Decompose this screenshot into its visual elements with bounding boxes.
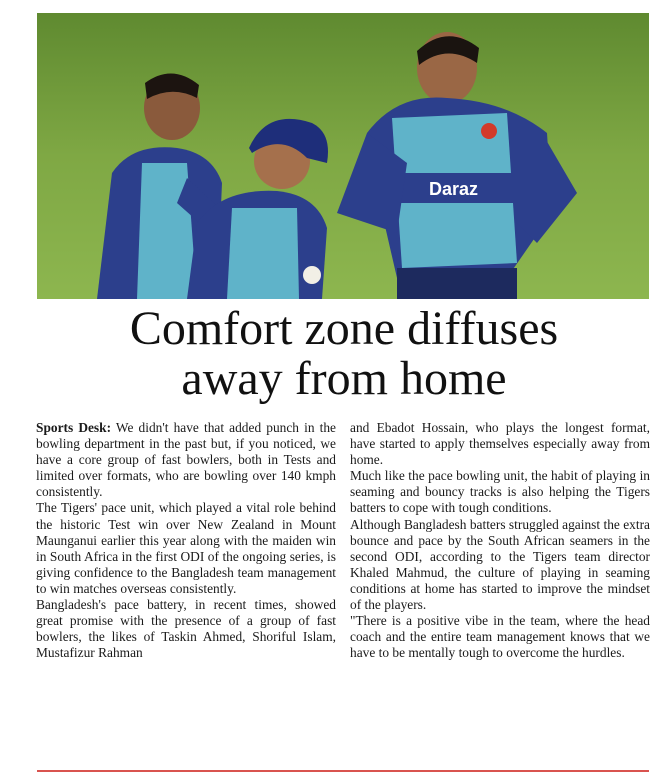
cricket-ball bbox=[303, 266, 321, 284]
paragraph: Much like the pace bowling unit, the habit of playing in seaming and bouncy tracks is also helping the Tigers batters to cope with tough conditions. bbox=[350, 468, 650, 516]
paragraph: Although Bangladesh batters struggled against the extra bounce and pace by the South African seamers in the second ODI, according to the Tigers team director Khaled Mahmud, the culture of playing in seaming conditions at home has started to improve the mindset of the players. bbox=[350, 516, 650, 613]
paragraph: Bangladesh's pace battery, in recent times, showed great promise with the presence of a group of fast bowlers, the likes of Taskin Ahmed, Shoriful Islam, Mustafizur Rahman bbox=[36, 597, 336, 661]
paragraph bbox=[36, 420, 336, 500]
paragraph: The Tigers' pace unit, which played a vital role behind the historic Test win over New Zealand in Mount Maunganui earlier this year along with the maiden win in South Africa in the first ODI of the ongoing series, is giving confidence to the Bangladesh team management to win matches overseas consistently. bbox=[36, 500, 336, 596]
headline-line-1: Comfort zone diffuses bbox=[129, 302, 559, 355]
headline-line-2: away from home bbox=[181, 352, 507, 405]
article-column-1 bbox=[36, 420, 336, 750]
dateline: Sports Desk: bbox=[36, 420, 112, 435]
article-column-2 bbox=[350, 420, 650, 750]
news-photo bbox=[37, 13, 649, 299]
jersey-sponsor: Daraz bbox=[429, 179, 479, 199]
paragraph: and Ebadot Hossain, who plays the longest format, have started to apply themselves especially away from home. bbox=[350, 420, 650, 468]
paragraph: "There is a positive vibe in the team, where the head coach and the entire team management knows that we have to be mentally tough to overcome the hurdles. bbox=[350, 613, 650, 661]
headline bbox=[30, 304, 658, 404]
article-body bbox=[36, 420, 651, 750]
team-badge bbox=[481, 123, 497, 139]
cricketers-illustration bbox=[37, 13, 649, 299]
paragraph-text: We didn't have that added punch in the bowling department in the past but, if you noticed, we have a core group of fast bowlers, both in Tests and limited over formats, who are bowling over 140 kmph consistently. bbox=[36, 420, 336, 500]
